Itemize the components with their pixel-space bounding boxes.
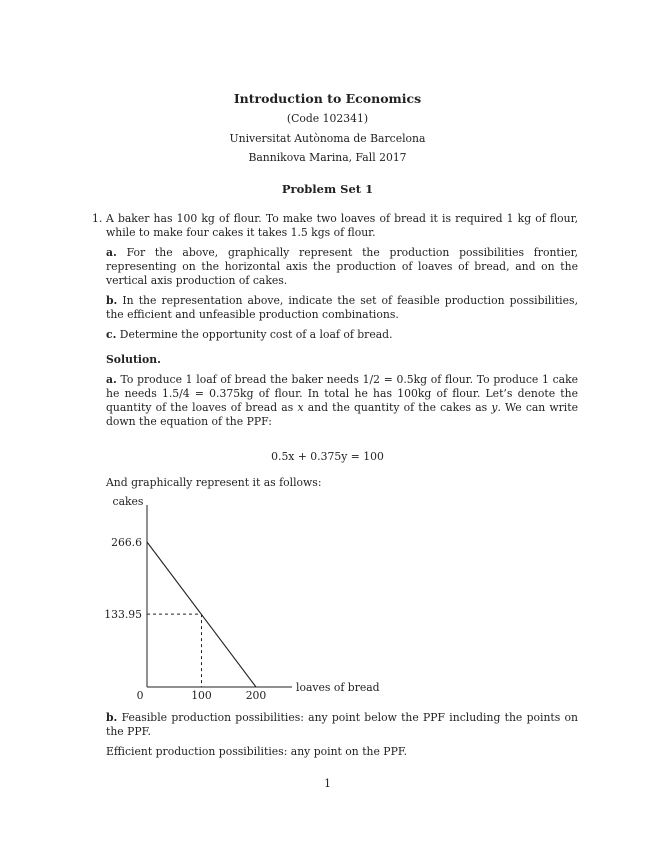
solution-a [106,373,578,429]
y-tick-label: 266.6 [111,536,142,549]
x-tick-label: 0 [136,689,144,702]
part-b-text: In the representation above, indicate the set of feasible production possibilities, the efficient and unfeasible production combinations. [106,294,578,321]
problem-set-title: Problem Set 1 [281,182,374,196]
question-text: A baker has 100 kg of flour. To make two loaves of bread it is required 1 kg of flour, while to make four cakes it takes 1.5 kgs of flour. [106,212,578,239]
var-y: y [491,401,498,414]
part-a-label: a. [106,246,117,259]
part-c-label: c. [106,328,117,341]
x-tick-label: 200 [245,689,267,702]
question-part-c [106,328,578,342]
solution-b-text: Feasible production possibilities: any point below the PPF including the points on the PPF. [106,711,578,738]
part-c-text: Determine the opportunity cost of a loaf of bread. [119,328,393,341]
course-title: Introduction to Economics [233,91,422,106]
solution-a-text-2: and the quantity of the cakes as [303,401,492,414]
y-axis-label: cakes [112,495,144,508]
question-number: 1. [92,212,103,225]
question-part-b [106,294,578,322]
var-x: x [297,401,304,414]
question-part-a [106,246,578,288]
solution-b [106,711,578,739]
graph-intro: And graphically represent it as follows: [106,476,322,489]
solution-a-text-1: To produce 1 loaf of bread the baker needs 1/2 = 0.5kg of flour. To produce 1 cake he needs 1.5/4 = 0.375kg of flour. In total he has 100kg of flour. Let’s denote the quantity of the loaves of bread as [106,373,578,414]
ppf-line [147,542,256,687]
x-axis-label: loaves of bread [296,681,380,694]
university: Universitat Autònoma de Barcelona [229,132,426,145]
y-tick-label: 133.95 [104,608,142,622]
solution-heading: Solution. [106,353,161,366]
x-tick-label: 100 [191,689,212,702]
solution-b-label: b. [106,711,118,724]
solution-a-label: a. [106,373,117,386]
ppf-equation: 0.5x + 0.375y = 100 [271,450,384,463]
author-term: Bannikova Marina, Fall 2017 [248,151,407,164]
efficient-text: Efficient production possibilities: any point on the PPF. [106,745,408,758]
part-a-text: For the above, graphically represent the production possibilities frontier, representing on the horizontal axis the production of loaves of bread, and on the vertical axis production of cakes. [106,246,578,287]
course-code: (Code 102341) [286,112,369,125]
page-number: 1 [324,777,331,790]
solution-a-text-3: . We can write down the equation of the PPF: [106,401,578,428]
part-b-label: b. [106,294,118,307]
